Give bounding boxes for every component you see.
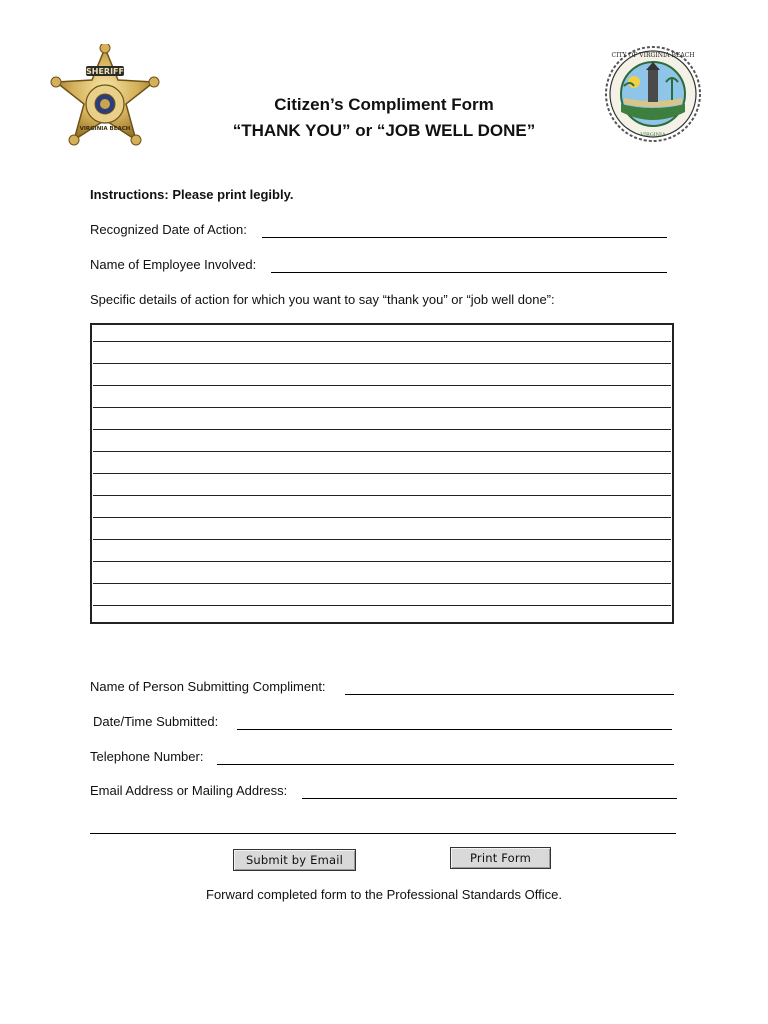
form-subtitle: “THANK YOU” or “JOB WELL DONE”	[232, 121, 536, 140]
employee-name-label: Name of Employee Involved:	[90, 257, 257, 272]
address-label: Email Address or Mailing Address:	[90, 783, 288, 798]
date-time-label: Date/Time Submitted:	[93, 714, 219, 729]
form-title: Citizen’s Compliment Form	[274, 95, 494, 114]
print-form-button[interactable]: Print Form	[450, 847, 551, 869]
submitter-name-field[interactable]	[345, 680, 674, 695]
svg-text:VIRGINIA: VIRGINIA	[640, 132, 666, 138]
svg-text:SHERIFF: SHERIFF	[86, 67, 124, 76]
submit-by-email-button[interactable]: Submit by Email	[233, 849, 356, 871]
svg-text:VIRGINIA BEACH: VIRGINIA BEACH	[79, 126, 131, 132]
address-field[interactable]	[302, 784, 677, 799]
footer-note: Forward completed form to the Professional Standards Office.	[206, 887, 562, 902]
details-prompt-label: Specific details of action for which you want to say “thank you” or “job well done”:	[90, 292, 555, 307]
instructions-text: Instructions: Please print legibly.	[90, 187, 294, 202]
date-time-field[interactable]	[237, 715, 672, 730]
address-field-line-2[interactable]	[90, 819, 676, 834]
telephone-label: Telephone Number:	[90, 749, 204, 764]
recognized-date-field[interactable]	[262, 223, 667, 238]
employee-name-field[interactable]	[271, 258, 667, 273]
telephone-field[interactable]	[217, 750, 674, 765]
svg-text:CITY OF VIRGINIA BEACH: CITY OF VIRGINIA BEACH	[611, 52, 695, 59]
recognized-date-label: Recognized Date of Action:	[90, 222, 247, 237]
submitter-name-label: Name of Person Submitting Compliment:	[90, 679, 326, 694]
details-textarea[interactable]	[90, 323, 674, 624]
